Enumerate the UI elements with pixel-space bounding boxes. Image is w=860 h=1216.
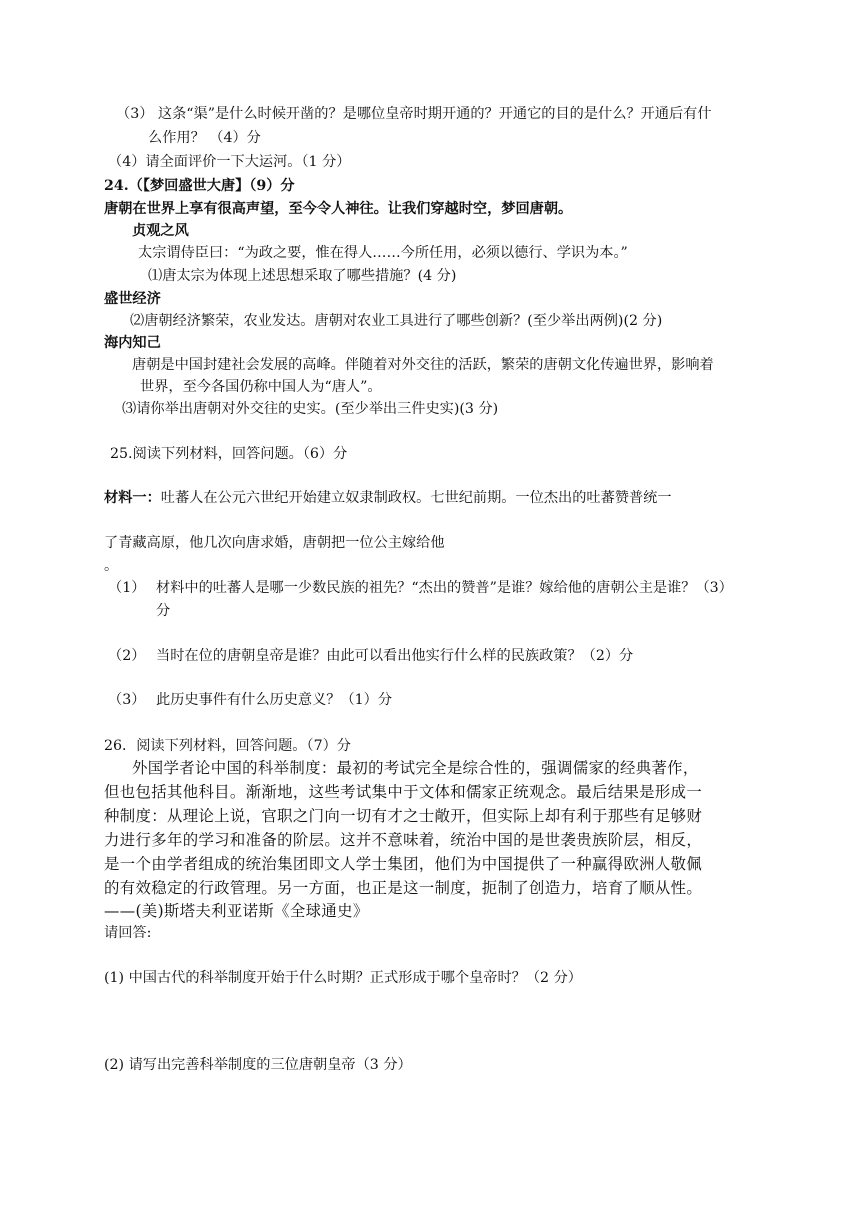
- q25-heading: 25.阅读下列材料，回答问题。（6）分: [110, 446, 348, 462]
- q25-sub2-number: （2）: [108, 648, 146, 664]
- q24-question2: ⑵唐朝经济繁荣，农业发达。唐朝对农业工具进行了哪些创新？(至少举出两例)(2 分): [130, 313, 663, 329]
- q25-material-line2: 了青藏高原，他几次向唐求婚，唐朝把一位公主嫁给他: [104, 535, 445, 551]
- q26-essay-line: 外国学者论中国的科举制度：最初的考试完全是综合性的，强调儒家的经典著作，: [132, 759, 699, 777]
- q24-question1: ⑴唐太宗为体现上述思想采取了哪些措施？(4 分): [148, 268, 457, 284]
- q25-sub1-line1: 材料中的吐蕃人是哪一少数民族的祖先？“杰出的赞普”是谁？嫁给他的唐朝公主是谁？（3）: [156, 580, 733, 596]
- q26-sub2: (2) 请写出完善科举制度的三位唐朝皇帝（3 分）: [104, 1057, 412, 1073]
- q26-source: ——(美)斯塔夫利亚诺斯《全球通史》: [104, 902, 369, 920]
- q24-section1-title: 贞观之风: [132, 223, 189, 239]
- q25-sub1-line2: 分: [156, 603, 171, 619]
- q26-sub1: (1) 中国古代的科举制度开始于什么时期？正式形成于哪个皇帝时？（2 分）: [104, 970, 582, 986]
- q26-essay-line: 力进行多年的学习和准备的阶层。这并不意味着，统治中国的是世袭贵族阶层，相反，: [104, 831, 703, 849]
- q26-essay-line: 种制度：从理论上说，官职之门向一切有才之士敞开，但实际上却有利于那些有足够财: [104, 807, 703, 825]
- q25-stray-mark: 。: [104, 558, 119, 574]
- q25-sub3-number: （3）: [108, 692, 146, 708]
- q25-sub1-number: （1）: [108, 580, 146, 596]
- q24-section2-title: 盛世经济: [104, 291, 161, 307]
- q25-material-line1-text: 吐蕃人在公元六世纪开始建立奴隶制政权。七世纪前期。一位杰出的吐蕃赞普统一: [160, 490, 672, 506]
- q24-intro: 唐朝在世界上享有很高声望，至今令人神往。让我们穿越时空，梦回唐朝。: [104, 201, 573, 217]
- q24-question3: ⑶请你举出唐朝对外交往的史实。(至少举出三件史实)(3 分): [122, 401, 499, 417]
- q26-essay-line: 的有效稳定的行政管理。另一方面，也正是这一制度，扼制了创造力，培育了顺从性。: [104, 879, 703, 897]
- q23-sub3-line1: （3） 这条“渠”是什么时候开凿的？是哪位皇帝时期开通的？开通它的目的是什么？开通后有什: [116, 106, 712, 122]
- q25-sub3: 此历史事件有什么历史意义？（1）分: [156, 692, 393, 708]
- q26-prompt: 请回答:: [104, 925, 152, 941]
- q23-sub3-line2: 么作用？ （4）分: [148, 130, 261, 146]
- q25-material-line1: 材料一：吐蕃人在公元六世纪开始建立奴隶制政权。七世纪前期。一位杰出的吐蕃赞普统一: [104, 490, 672, 506]
- q26-essay-line: 是一个由学者组成的统治集团即文人学士集团，他们为中国提供了一种赢得欧洲人敬佩: [104, 855, 703, 873]
- q24-section3-text1: 唐朝是中国封建社会发展的高峰。伴随着对外交往的活跃，繁荣的唐朝文化传遍世界，影响着: [132, 357, 714, 373]
- q24-section1-quote: 太宗谓侍臣曰：“为政之要，惟在得人……今所任用，必须以德行、学识为本。”: [138, 245, 628, 261]
- q24-heading: 24.（【梦回盛世大唐】（9）分: [104, 178, 295, 194]
- q26-heading: 26．阅读下列材料，回答问题。（7）分: [104, 738, 351, 754]
- q23-sub4: （4）请全面评价一下大运河。（1 分）: [108, 154, 351, 170]
- q25-sub2: 当时在位的唐朝皇帝是谁？由此可以看出他实行什么样的民族政策？（2）分: [156, 648, 634, 664]
- q26-essay-line: 但也包括其他科目。渐渐地，这些考试集中于文体和儒家正统观念。最后结果是形成一: [104, 783, 703, 801]
- q24-section3-title: 海内知己: [104, 335, 161, 351]
- q24-section3-text2: 世界，至今各国仍称中国人为“唐人”。: [140, 379, 382, 395]
